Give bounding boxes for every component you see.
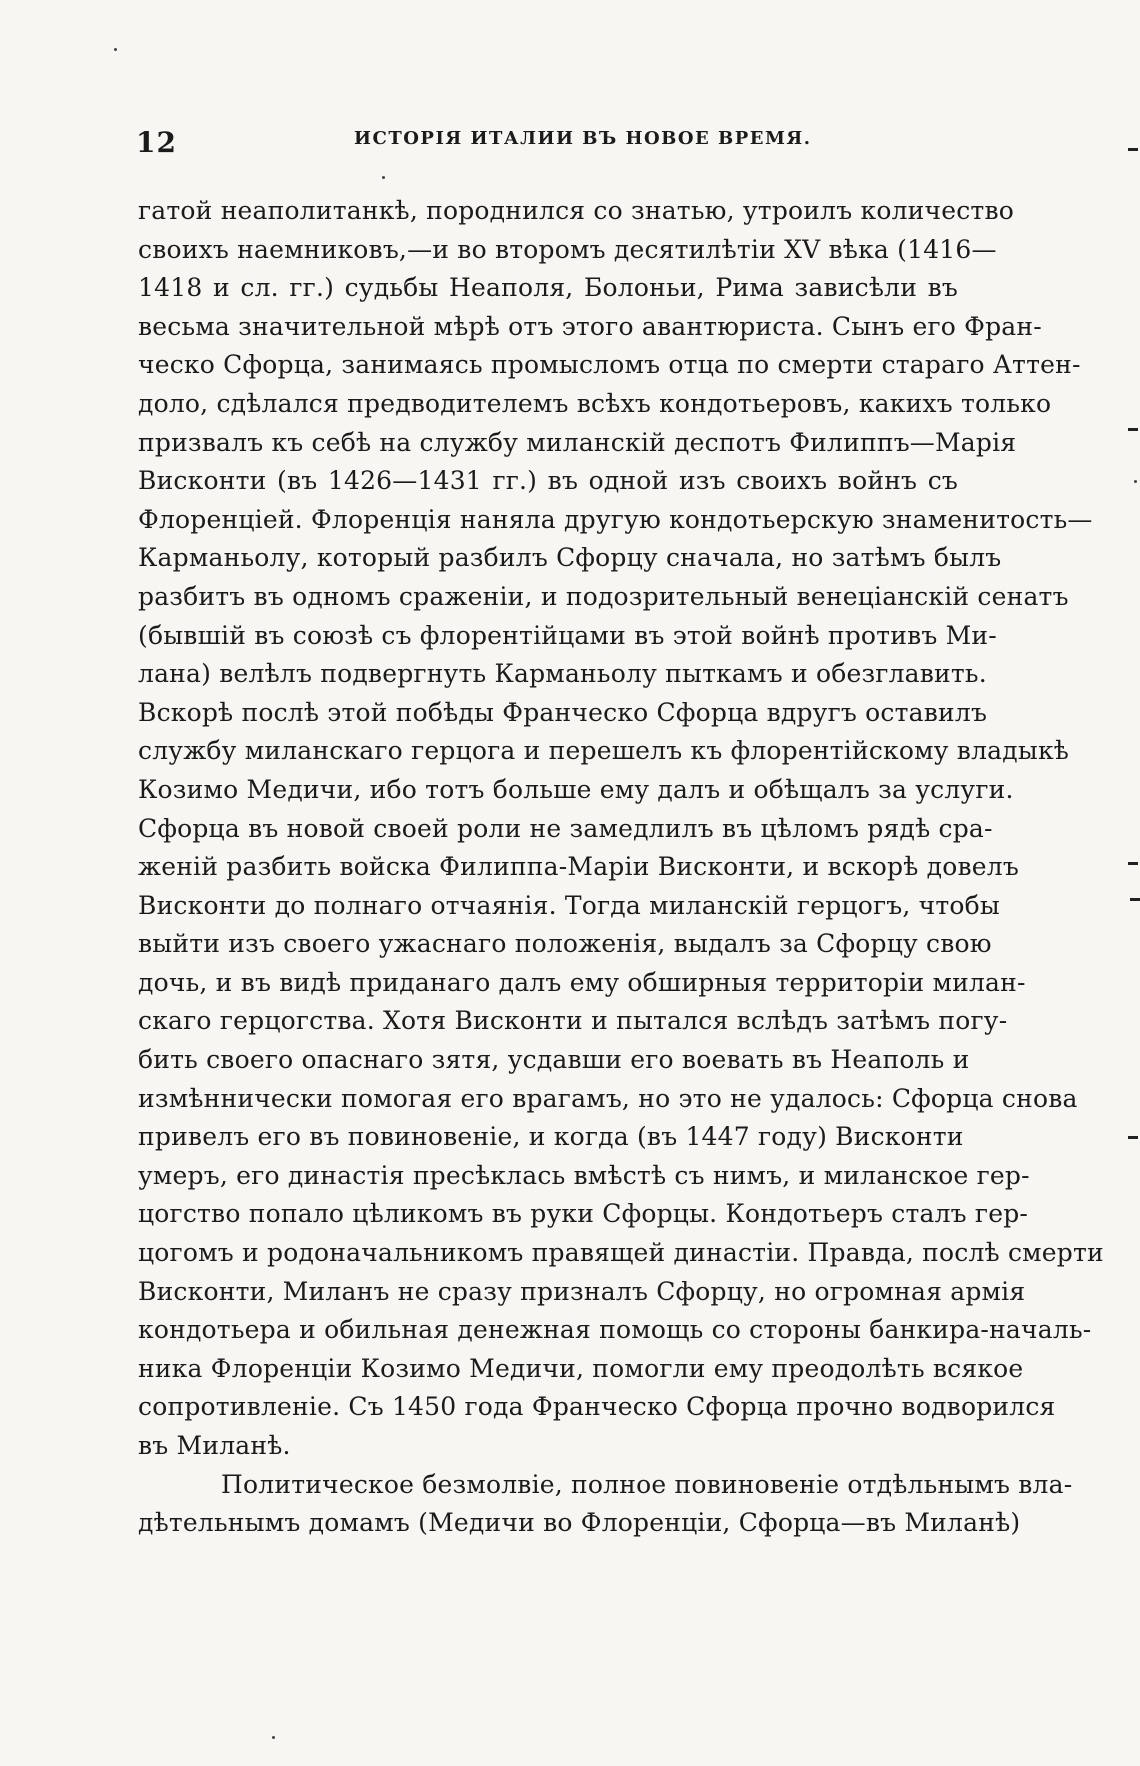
page-header — [136, 122, 980, 162]
text-line: дѣтельнымъ домамъ (Медичи во Флоренціи, Сфорца—въ Миланѣ) — [138, 1508, 1021, 1538]
text-line: ника Флоренціи Козимо Медичи, помогли ему преодолѣть всякое — [138, 1353, 1024, 1383]
text-line: женій разбить войска Филиппа-Маріи Висконти, и вскорѣ довелъ — [138, 852, 1019, 882]
page-number: 12 — [136, 125, 177, 159]
text-line: призвалъ къ себѣ на службу миланскій деспотъ Филиппъ—Марія — [138, 427, 1017, 457]
text-line: гатой неаполитанкѣ, породнился со знатью, утроилъ количество — [138, 196, 1014, 225]
text-line: Висконти до полнаго отчаянія. Тогда миланскій герцогъ, чтобы — [138, 890, 1001, 920]
scan-speck — [1134, 480, 1137, 483]
paragraph-start-line: Политическое безмолвіе, полное повиновеніе отдѣльнымъ вла- — [221, 1469, 1073, 1499]
text-line: лана) велѣлъ подвергнуть Карманьолу пыткамъ и обезглавить. — [138, 659, 987, 689]
text-line: выйти изъ своего ужаснаго положенія, выдалъ за Сфорцу свою — [138, 929, 992, 959]
text-line: Козимо Медичи, ибо тотъ больше ему далъ и обѣщалъ за услуги. — [138, 774, 1014, 804]
text-line: Флоренціей. Флоренція наняла другую кондотьерскую знаменитость— — [138, 504, 1093, 534]
text-line: Висконти (въ 1426—1431 гг.) въ одной изъ своихъ войнъ съ — [138, 466, 958, 496]
text-line: (бывшій въ союзѣ съ флорентійцами въ этой войнѣ противъ Ми- — [138, 620, 997, 650]
text-line: кондотьера и обильная денежная помощь со стороны банкира-началь- — [138, 1315, 1092, 1345]
text-line: весьма значительной мѣрѣ отъ этого авантюриста. Сынъ его Фран- — [138, 311, 1042, 341]
scan-speck — [272, 1736, 275, 1739]
running-title: ИСТОРІЯ ИТАЛИИ ВЪ НОВОЕ ВРЕМЯ. — [354, 128, 812, 149]
scan-edge-mark — [1128, 148, 1138, 151]
text-line: цогство попало цѣликомъ въ руки Сфорцы. Кондотьеръ сталъ гер- — [138, 1199, 1029, 1229]
text-line: Висконти, Миланъ не сразу призналъ Сфорцу, но огромная армія — [138, 1276, 1026, 1306]
text-line: ческо Сфорца, занимаясь промысломъ отца по смерти стараго Аттен- — [138, 350, 1081, 380]
text-line: доло, сдѣлался предводителемъ всѣхъ кондотьеровъ, какихъ только — [138, 388, 1052, 418]
text-line: цогомъ и родоначальникомъ правящей династіи. Правда, послѣ смерти — [138, 1238, 1104, 1268]
text-line: Вскорѣ послѣ этой побѣды Франческо Сфорца вдругъ оставилъ — [138, 697, 988, 727]
text-line: привелъ его въ повиновеніе, и когда (въ 1447 году) Висконти — [138, 1122, 964, 1152]
text-line: своихъ наемниковъ,—и во второмъ десятилѣтіи XV вѣка (1416— — [138, 234, 997, 264]
paragraph-end-line: въ Миланѣ. — [138, 1431, 291, 1460]
text-line: службу миланскаго герцога и перешелъ къ флорентійскому владыкѣ — [138, 736, 1070, 766]
text-line: умеръ, его династія пресѣклась вмѣстѣ съ нимъ, и миланское гер- — [138, 1160, 1030, 1190]
scan-speck — [382, 176, 385, 179]
text-line: 1418 и сл. гг.) судьбы Неаполя, Болоньи, Рима зависѣли въ — [138, 273, 958, 303]
text-line: Карманьолу, который разбилъ Сфорцу сначала, но затѣмъ былъ — [138, 543, 1002, 573]
scan-speck — [114, 48, 117, 51]
scan-edge-mark — [1130, 898, 1140, 901]
text-line: скаго герцогства. Хотя Висконти и пытался вслѣдъ затѣмъ погу- — [138, 1006, 1008, 1036]
text-line: разбитъ въ одномъ сраженіи, и подозрительный венеціанскій сенатъ — [138, 581, 1069, 611]
scan-edge-mark — [1128, 428, 1138, 431]
scan-edge-mark — [1128, 862, 1138, 865]
scan-edge-mark — [1128, 1136, 1138, 1139]
text-line: измѣннически помогая его врагамъ, но это не удалось: Сфорца снова — [138, 1083, 1078, 1113]
body-text — [138, 192, 1104, 1543]
text-line: Сфорца въ новой своей роли не замедлилъ въ цѣломъ рядѣ сра- — [138, 813, 993, 843]
text-line: бить своего опаснаго зятя, усдавши его воевать въ Неаполь и — [138, 1045, 970, 1075]
text-line: дочь, и въ видѣ приданаго далъ ему обширныя территоріи милан- — [138, 967, 1026, 997]
text-line: сопротивленіе. Съ 1450 года Франческо Сфорца прочно водворился — [138, 1392, 1056, 1422]
